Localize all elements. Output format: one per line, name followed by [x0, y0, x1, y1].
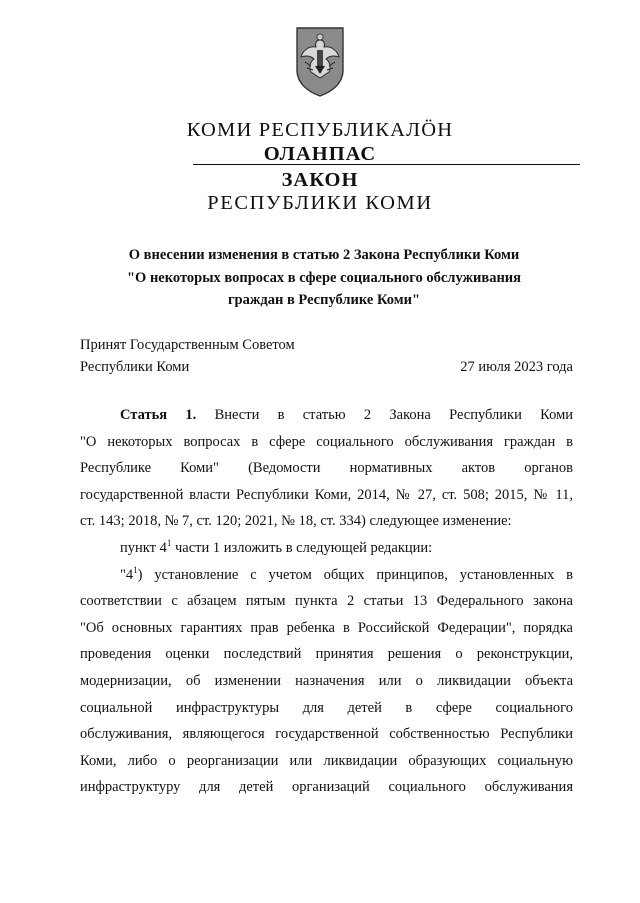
amendment-line: "$4^1$) установление с учетом общих принципов, установленных в — [120, 564, 573, 583]
article-text: Внести в статью 2 Закона Республики Коми — [214, 407, 574, 423]
law-label-komi: ОЛАНПАС — [263, 143, 377, 165]
article-line: Республике Коми" (Ведомости нормативных актов органов — [80, 460, 573, 477]
amendment-line: соответствии с абзацем пятым пункта 2 статьи 13 Федерального закона — [80, 593, 573, 610]
article-line: ст. 143; 2018, № 7, ст. 120; 2021, № 18, ст. 334) следующее изменение: — [80, 513, 512, 530]
header-divider — [193, 164, 580, 165]
amendment-line: инфраструктуру для детей организаций социального обслуживания — [80, 779, 573, 796]
law-title-line: "О некоторых вопросах в сфере социального обслуживания — [127, 269, 521, 286]
law-body — [80, 402, 573, 801]
law-title — [0, 244, 640, 312]
amendment-line: проведения оценки последствий принятия решения о реконструкции, — [80, 646, 573, 663]
adoption-info — [80, 334, 295, 378]
amendment-line: Коми, либо о реорганизации или ликвидации образующих социальную — [80, 752, 573, 769]
amendment-intro: пункт $4^1$ части 1 изложить в следующей редакции: — [120, 538, 433, 556]
law-label: ЗАКОН — [281, 169, 359, 191]
amendment-line: обслуживания, являющегося государственной собственностью Республики — [80, 726, 573, 743]
amendment-line: "Об основных гарантиях прав ребенка в Российской Федерации", порядка — [80, 619, 573, 636]
article-line — [80, 402, 573, 429]
coat-of-arms-icon — [295, 26, 345, 98]
article-line: государственной власти Республики Коми, 2014, № 27, ст. 508; 2015, № 11, — [80, 486, 573, 503]
amendment-line: социальной инфраструктуры для детей в сфере социального — [80, 699, 573, 716]
law-title-line: О внесении изменения в статью 2 Закона Республики Коми — [128, 247, 520, 263]
adoption-date: 27 июля 2023 года — [460, 359, 573, 375]
amendment-line: модернизации, об изменении назначения или о ликвидации объекта — [80, 672, 573, 689]
republic-name: РЕСПУБЛИКИ КОМИ — [207, 192, 433, 214]
adoption-line: Принят Государственным Советом — [80, 337, 295, 353]
article-line: "О некоторых вопросах в сфере социального обслуживания граждан в — [80, 433, 573, 450]
republic-name-komi: КОМИ РЕСПУБЛИКАЛӦН — [186, 119, 454, 141]
adoption-line: Республики Коми — [80, 359, 190, 375]
law-title-line: граждан в Республике Коми" — [227, 292, 421, 308]
article-label: Статья 1. — [120, 407, 197, 423]
